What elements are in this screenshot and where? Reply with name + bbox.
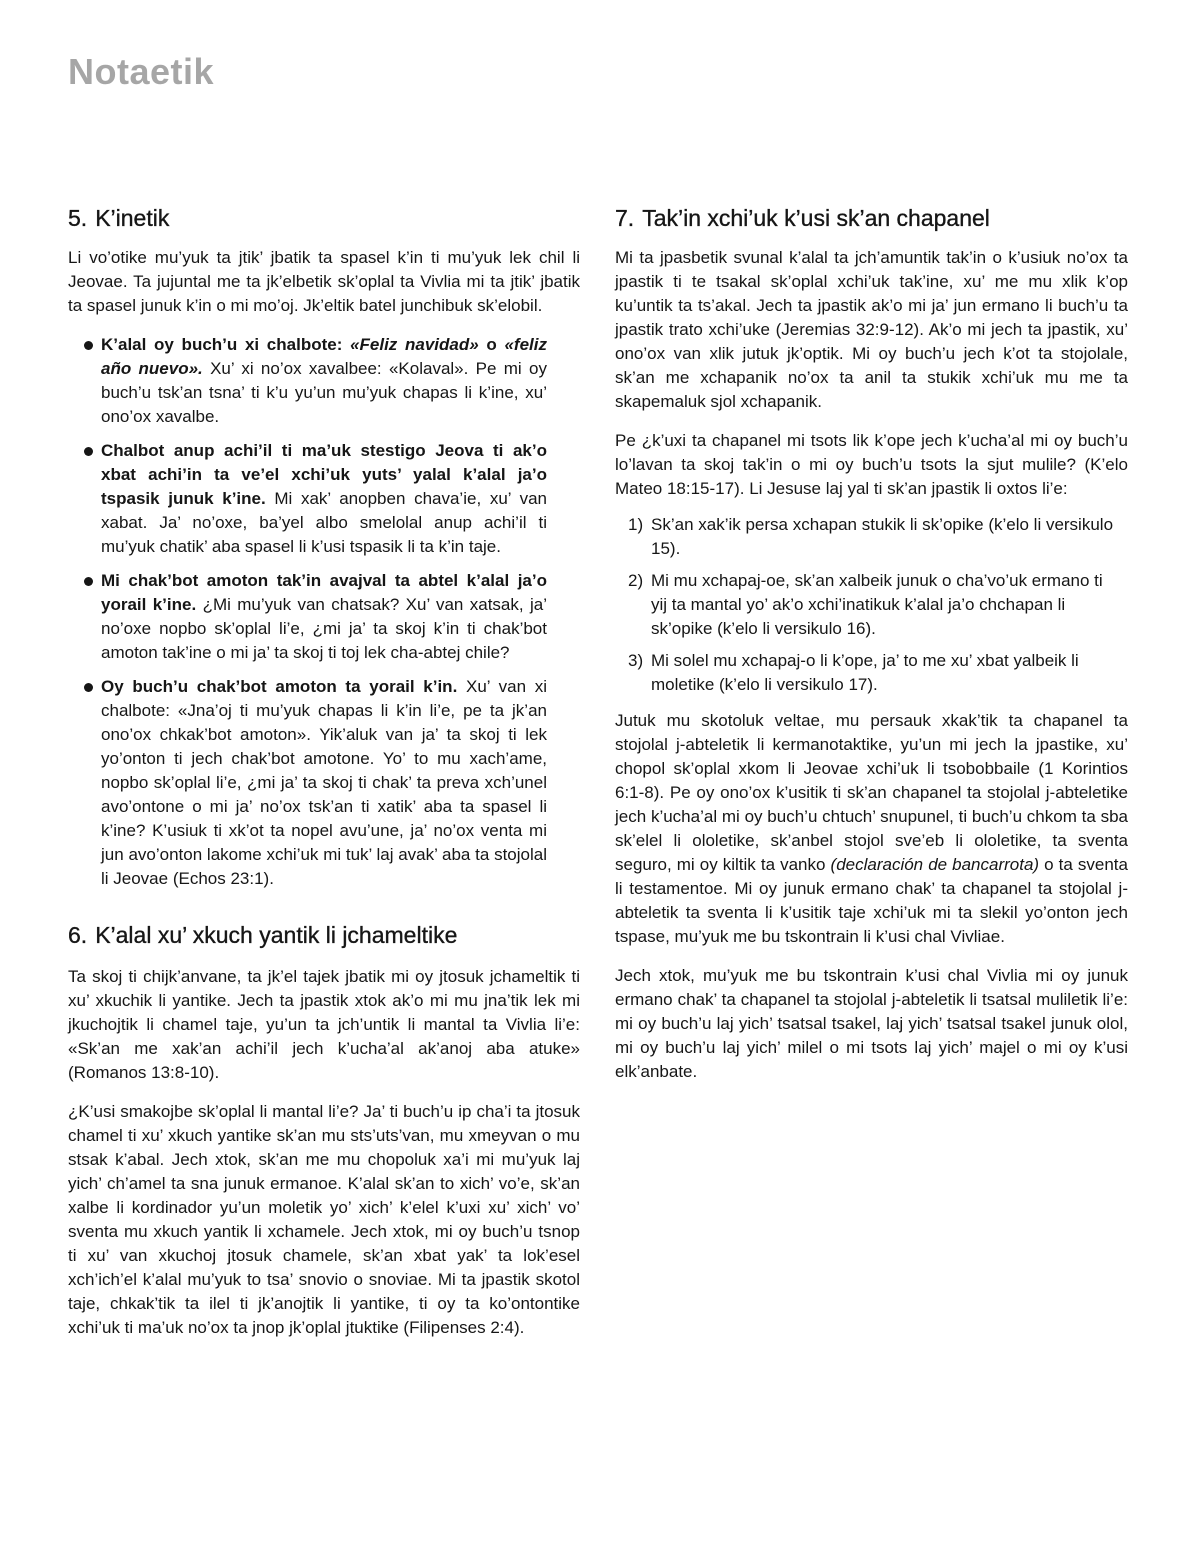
bullet-dot-icon bbox=[84, 683, 93, 692]
bullet-lead: Chalbot anup achi’il ti ma’uk stestigo Jeova ti ak’o xbat achi’in ta ve’el xchi’uk yuts’ yalal k’alal ja’o tspasik junuk k’ine. bbox=[101, 441, 547, 508]
left-column bbox=[68, 204, 580, 1355]
section-number: 6. bbox=[68, 922, 88, 948]
section-title: Tak’in xchi’uk k’usi sk’an chapanel bbox=[642, 205, 990, 231]
paragraph: Li vo’otike mu’yuk ta jtik’ jbatik ta spasel k’in ti mu’yuk lek chil li Jeovae. Ta jujuntal me ta jk’elbetik sk’oplal ta Vivlia mi ta jtik’ jbatik ta spasel junuk k’in o mi mo’oj. Jk’eltik batel junchibuk sk’elobil. bbox=[68, 248, 580, 315]
numbered-list bbox=[615, 513, 1128, 697]
section-heading bbox=[615, 204, 1128, 232]
section-heading bbox=[68, 204, 580, 232]
numbered-item bbox=[628, 513, 1118, 561]
bullet-lead: Oy buch’u chak’bot amoton ta yorail k’in. bbox=[101, 677, 458, 696]
bullet-dot-icon bbox=[84, 341, 93, 350]
bullet-dot-icon bbox=[84, 447, 93, 456]
section-number: 7. bbox=[615, 205, 635, 231]
paragraph-italic-term: (declaración de bancarrota) bbox=[830, 855, 1040, 874]
bullet-quote: «Feliz navidad» bbox=[350, 335, 479, 354]
bullet-list bbox=[68, 333, 580, 891]
section-number: 5. bbox=[68, 205, 88, 231]
bullet-item bbox=[101, 675, 547, 891]
section-title: K’inetik bbox=[95, 205, 170, 231]
running-header-title: Notaetik bbox=[68, 51, 215, 92]
section-6 bbox=[68, 921, 580, 1340]
list-marker: 3) bbox=[628, 651, 644, 670]
list-marker: 1) bbox=[628, 515, 644, 534]
list-item-text: Sk’an xak’ik persa xchapan stukik li sk’opike (k’elo li versikulo 15). bbox=[651, 515, 1114, 558]
paragraph-text: o ta sventa li testamentoe. Mi oy junuk ermano chak’ ta chapanel ta stojolal j-abteletik ta sventa li k’usitik taje xchi’uk mi ta slekil yo’onton jech tspase, mu’yuk me bu tskontrain li k’usi chal Vivliae. bbox=[615, 855, 1128, 946]
list-marker: 2) bbox=[628, 571, 644, 590]
section-7 bbox=[615, 204, 1128, 1084]
list-item-text: Mi mu xchapaj-oe, sk’an xalbeik junuk o cha’vo’uk ermano ti yij ta mantal yo’ ak’o xchi’inatikuk k’alal ja’o chchapan li sk’opike (k’elo li versikulo 16). bbox=[651, 571, 1103, 638]
right-column bbox=[615, 204, 1128, 1099]
bullet-conjunction: o bbox=[486, 335, 497, 354]
bullet-dot-icon bbox=[84, 577, 93, 586]
list-item-text: Mi solel mu xchapaj-o li k’ope, ja’ to me xu’ xbat yalbeik li moletike (k’elo li versikulo 17). bbox=[651, 651, 1079, 694]
section-title: K’alal xu’ xkuch yantik li jchameltike bbox=[95, 922, 458, 948]
bullet-body: ¿Mi mu’yuk van chatsak? Xu’ van xatsak, ja’ no’oxe nopbo sk’oplal li’e, ¿mi ja’ ta skoj k’in ti chak’bot amoton tak’ine o mi ja’ ta skoj ti toj lek cha-abtej chile? bbox=[101, 595, 547, 662]
bullet-item bbox=[101, 439, 547, 559]
section-heading bbox=[68, 921, 580, 949]
bullet-lead: Mi chak’bot amoton tak’in avajval ta abtel k’alal ja’o yorail k’ine. bbox=[101, 571, 547, 614]
paragraph: ¿K’usi smakojbe sk’oplal li mantal li’e? Ja’ ti buch’u ip cha’i ta jtosuk chamel ti xu’ xkuch yantike sk’an mu sts’uts’van, mu xmeyvan o mu stsak k’abal. Jech xtok, sk’an me mu chopoluk xa’i mi mu’yuk laj yich’ ch’amel ta sna junuk ermanoe. K’alal sk’an to xich’ vo’e, sk’an xalbe li kordinador yu’un moletik yo’ xich’ k’elel k’uxi xu’ xich’ vo’ sventa mu xkuch yantik li xchamele. Jech xtok, mi oy buch’u tsnop ti xu’ van xkuchoj jtosuk chamele, sk’an xbat yak’ ta lok’esel xch’ich’el k’alal mu’yuk to tsa’ snovio o snoviae. Mi ta jpastik skotol taje, chkak’tik ta ilel ti jk’anojtik li yantike, ti oy ta ko’ontontike xchi’uk ti ma’uk no’ox ta jnop jk’oplal jtuktike (Filipenses 2:4). bbox=[68, 1102, 580, 1337]
section-5 bbox=[68, 204, 580, 891]
bullet-body: Xu’ van xi chalbote: «Jna’oj ti mu’yuk chapas li k’in li’e, pe ta jk’an ono’ox chkak’bot amoton». Yik’aluk van ja’ ta skoj ti lek yo’onton ti jech chak’bot amotone. Yo’ to mu xach’ame, nopbo sk’oplal li’e, ¿mi ja’ ta skoj ti chak’ ta preva xch’unel avo’ontone o mi ja’ no’ox tsk’an ti xatik’ aba ta spasel li k’ine? K’usiuk ti xk’ot ta nopel avu’une, ja’ no’ox venta mi jun avo’onton lakome xchi’uk mi tuk’ laj avak’ aba ta stojolal li Jeovae (Echos 23:1). bbox=[101, 677, 548, 888]
bullet-quote: «feliz año nuevo». bbox=[101, 335, 547, 378]
bullet-lead: K’alal oy buch’u xi chalbote: bbox=[101, 335, 343, 354]
bullet-item bbox=[101, 333, 547, 429]
numbered-item bbox=[628, 569, 1118, 641]
paragraph: Mi ta jpasbetik svunal k’alal ta jch’amuntik tak’in o k’usiuk no’ox ta jpastik ti te tsakal sk’oplal xchi’uk tak’ine, xu’ me mu xlik k’op ku’untik ta ts’akal. Jech ta jpastik ak’o mi ja’ jun ermano li buch’u ta jpastik trato xchi’uke (Jeremias 32:9-12). Ak’o mi jech ta jpastik, xu’ ono’ox van xlik jutuk jk’optik. Mi oy buch’u jech k’ot ta stojolale, sk’an me xchapanik no’ox ta anil ta stukik xchi’uk mu me ta skapemaluk sjol xchapanik. bbox=[615, 248, 1128, 411]
bullet-item bbox=[101, 569, 547, 665]
paragraph: Pe ¿k’uxi ta chapanel mi tsots lik k’ope jech k’ucha’al mi oy buch’u lo’lavan ta skoj tak’in o mi oy buch’u tsots la sjut mulile? (K’elo Mateo 18:15-17). Li Jesuse laj yal ti sk’an jpastik li oxtos li’e: bbox=[615, 431, 1128, 498]
paragraph: Jech xtok, mu’yuk me bu tskontrain k’usi chal Vivlia mi oy junuk ermano chak’ ta chapanel ta stojolal j-abteletik li tsatsal muliletik li’e: mi oy buch’u laj yich’ tsatsal tsakel, laj yich’ tsatsal tsakel junuk olol, mi oy buch’u laj yich’ milel o mi tsots laj yich’ majel o mi oy k’usi elk’anbate. bbox=[615, 966, 1128, 1081]
numbered-item bbox=[628, 649, 1118, 697]
paragraph: Ta skoj ti chijk’anvane, ta jk’el tajek jbatik mi oy jtosuk jchameltik ti xu’ xkuchik li yantike. Jech ta jpastik xtok ak’o mi mu jna’tik lek mi jkuchojtik li chamel taje, yu’un ta jch’untik li mantal ta Vivlia li’e: «Sk’an me xak’an achi’il jech k’ucha’al ak’anoj aba atuke» (Romanos 13:8-10). bbox=[68, 967, 580, 1082]
paragraph bbox=[615, 709, 1128, 949]
bullet-body: Mi xak’ anopben chava’ie, xu’ van xabat. Ja’ no’oxe, ba’yel albo smelolal anup achi’il ti mu’yuk chatik’ aba spasel li k’usi tspasik li ta k’in taje. bbox=[101, 489, 547, 556]
paragraph-text: Jutuk mu skotoluk veltae, mu persauk xkak’tik ta chapanel ta stojolal j-abteletik li kermanotaktike, yu’un mi jech la jpastike, xu’ chopol sk’oplal xkom li Jeovae xchi’uk li tsobobbaile (1 Korintios 6:1-8). Pe oy ono’ox k’usitik ti sk’an chapanel ta stojolal j-abteletike jech k’ucha’al mi oy buch’u chtuch’ snupunel, ti buch’u chkom ta sba sk’elel li ololetike, sk’anbel stojol sve’eb li ololetike, ta sventa seguro, mi oy kiltik ta vanko bbox=[615, 711, 1128, 874]
bullet-body: Xu’ xi no’ox xavalbee: «Kolaval». Pe mi oy buch’u tsk’an tsna’ ti k’u yu’un mu’yuk chapas li k’ine, xu’ ono’ox xavalbe. bbox=[101, 359, 547, 426]
